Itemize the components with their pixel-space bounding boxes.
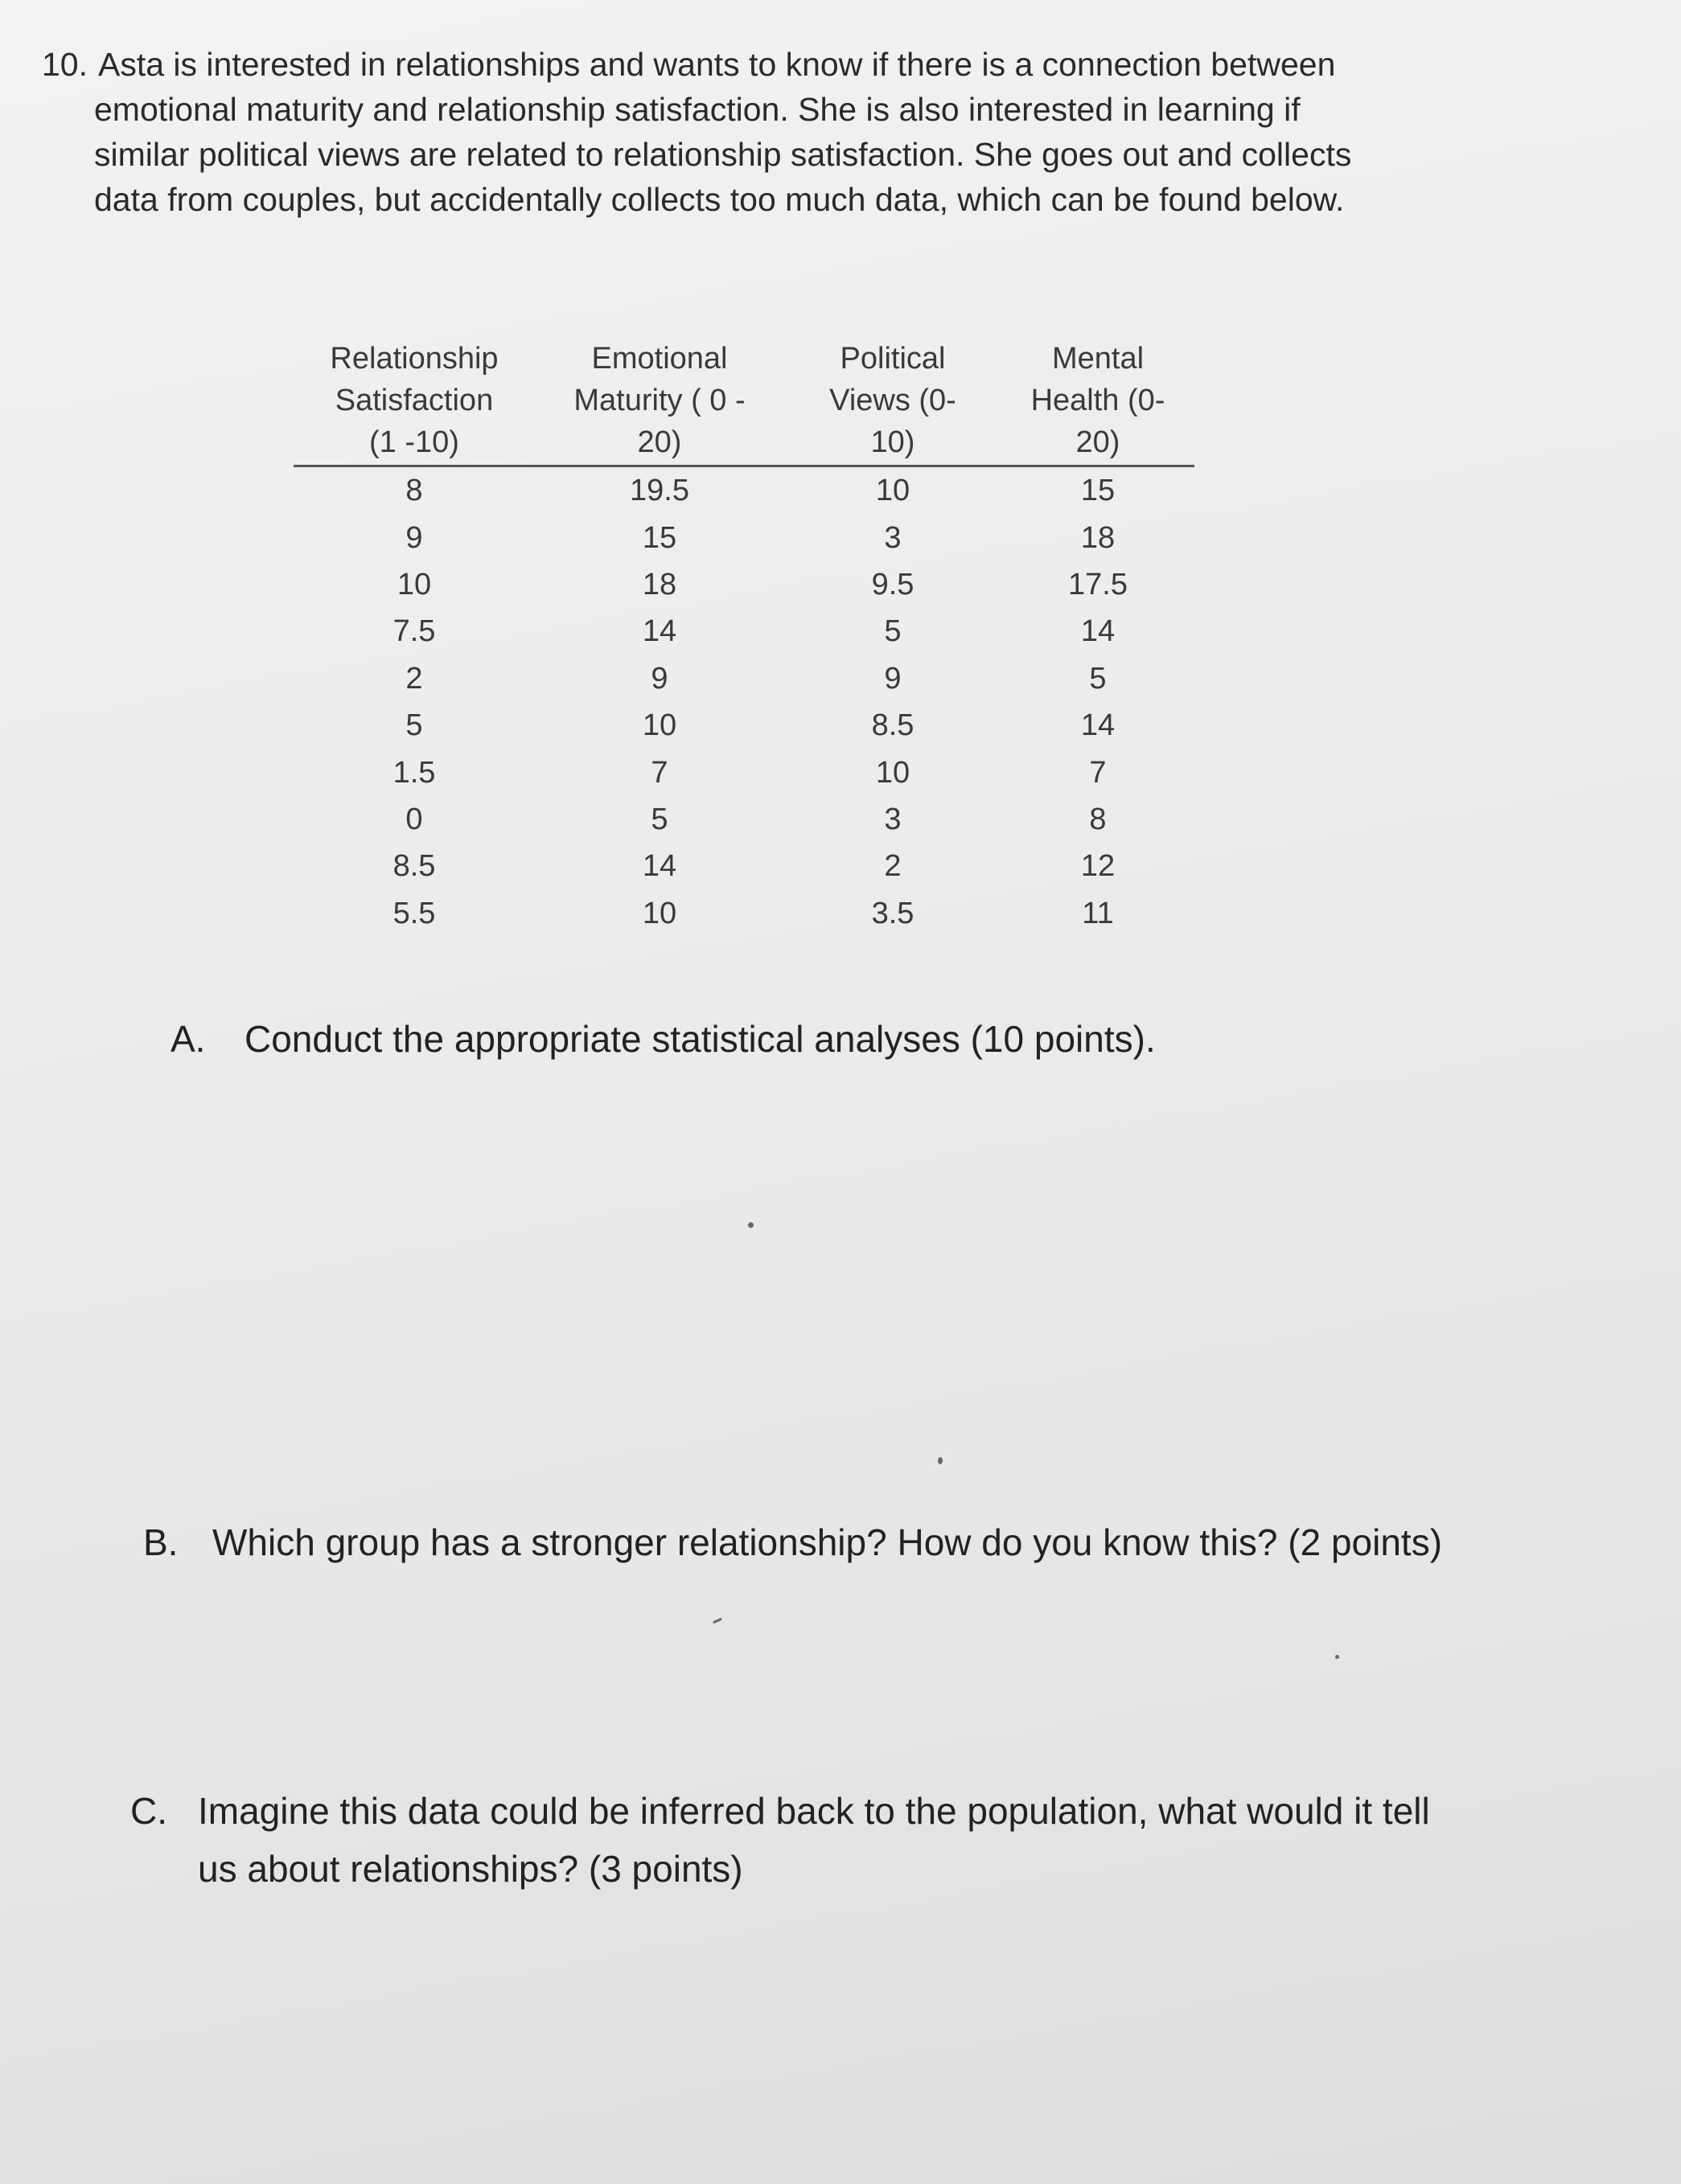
- header-line: Views (0-: [829, 384, 956, 417]
- header-mental-health: [1001, 338, 1194, 463]
- part-c-text-2: us about relationships? (3 points): [198, 1848, 743, 1890]
- question-line-2: emotional maturity and relationship satisfaction. She is also interested in learning if: [94, 91, 1301, 128]
- part-b-text: Which group has a stronger relationship? How do you know this? (2 points): [212, 1521, 1443, 1563]
- header-line: 20): [637, 425, 682, 459]
- table-row: [294, 796, 1194, 843]
- part-a-letter: A.: [171, 1018, 206, 1060]
- table-cell: 14: [1080, 708, 1116, 743]
- table-cell: 8.5: [393, 849, 436, 884]
- question-10: [42, 42, 1490, 222]
- table-cell: 9: [405, 520, 423, 555]
- table-cell: 7.5: [393, 614, 436, 649]
- table-cell: 0: [405, 802, 423, 836]
- table-cell: 9: [884, 661, 902, 696]
- table-row: [294, 467, 1194, 514]
- table-cell: 5: [1089, 661, 1107, 696]
- table-cell: 7: [1089, 755, 1107, 790]
- header-line: Health (0-: [1030, 384, 1165, 417]
- header-relationship-satisfaction: [294, 338, 535, 463]
- part-b-letter: B.: [143, 1521, 179, 1563]
- table-cell: 5.5: [393, 896, 436, 930]
- table-row: [294, 890, 1194, 937]
- table-cell: 15: [1080, 474, 1116, 508]
- part-c-text-1: Imagine this data could be inferred back to the population, what would it tell: [198, 1790, 1430, 1832]
- header-line: Political: [840, 342, 946, 376]
- table-cell: 3: [884, 520, 902, 555]
- table-cell: 3.5: [871, 896, 914, 930]
- header-emotional-maturity: [535, 338, 784, 463]
- table-cell: 8: [1089, 802, 1107, 836]
- table-row: [294, 702, 1194, 749]
- table-cell: 10: [875, 474, 910, 508]
- paper-speck: [1335, 1655, 1339, 1659]
- part-c: [130, 1782, 1430, 1898]
- table-cell: 10: [875, 755, 910, 790]
- table-row: [294, 608, 1194, 655]
- question-text-1: Asta is interested in relationships and wants to know if there is a connection between: [98, 46, 1336, 83]
- table-cell: 9.5: [871, 567, 914, 601]
- header-line: 20): [1075, 425, 1120, 459]
- table-cell: 14: [1080, 614, 1116, 649]
- paper-speck: [938, 1457, 943, 1464]
- table-row: [294, 655, 1194, 702]
- table-cell: 14: [642, 614, 677, 649]
- table-body: [294, 467, 1194, 937]
- header-political-views: [784, 338, 1001, 463]
- part-b: [143, 1513, 1442, 1571]
- question-line-4: data from couples, but accidentally collects too much data, which can be found below.: [94, 181, 1345, 218]
- table-cell: 3: [884, 802, 902, 836]
- table-cell: 1.5: [393, 755, 436, 790]
- table-cell: 12: [1080, 849, 1116, 884]
- data-table: [294, 338, 1194, 937]
- header-line: Emotional: [591, 342, 728, 376]
- table-cell: 17.5: [1068, 567, 1128, 601]
- paper-speck: [713, 1618, 722, 1624]
- table-cell: 19.5: [630, 474, 689, 508]
- table-cell: 8.5: [871, 708, 914, 743]
- table-cell: 2: [405, 661, 423, 696]
- table-cell: 15: [642, 520, 677, 555]
- table-cell: 7: [651, 755, 668, 790]
- question-line-3: similar political views are related to relationship satisfaction. She goes out and collects: [94, 136, 1352, 173]
- paper-speck: [748, 1222, 754, 1228]
- table-cell: 18: [642, 567, 677, 601]
- table-header: [294, 338, 1194, 467]
- table-cell: 10: [642, 896, 677, 930]
- part-c-letter: C.: [130, 1790, 167, 1832]
- table-row: [294, 749, 1194, 795]
- header-line: Relationship: [330, 342, 499, 376]
- header-line: (1 -10): [369, 425, 459, 459]
- header-line: 10): [870, 425, 915, 459]
- table-cell: 5: [651, 802, 668, 836]
- table-cell: 2: [884, 849, 902, 884]
- table-cell: 10: [397, 567, 432, 601]
- table-cell: 8: [405, 474, 423, 508]
- header-line: Maturity ( 0 -: [573, 384, 746, 417]
- table-cell: 5: [405, 708, 423, 743]
- part-a: [171, 1010, 1156, 1068]
- table-cell: 10: [642, 708, 677, 743]
- part-a-text: Conduct the appropriate statistical analyses (10 points).: [245, 1018, 1156, 1060]
- table-cell: 11: [1082, 896, 1114, 930]
- question-line-1: [42, 42, 1490, 87]
- header-line: Mental: [1051, 342, 1145, 376]
- table-cell: 5: [884, 614, 902, 649]
- table-row: [294, 561, 1194, 608]
- table-row: [294, 514, 1194, 560]
- table-cell: 18: [1080, 520, 1116, 555]
- header-line: Satisfaction: [335, 384, 494, 417]
- table-cell: 14: [642, 849, 677, 884]
- question-number: 10.: [42, 46, 88, 83]
- table-cell: 9: [651, 661, 668, 696]
- table-row: [294, 843, 1194, 889]
